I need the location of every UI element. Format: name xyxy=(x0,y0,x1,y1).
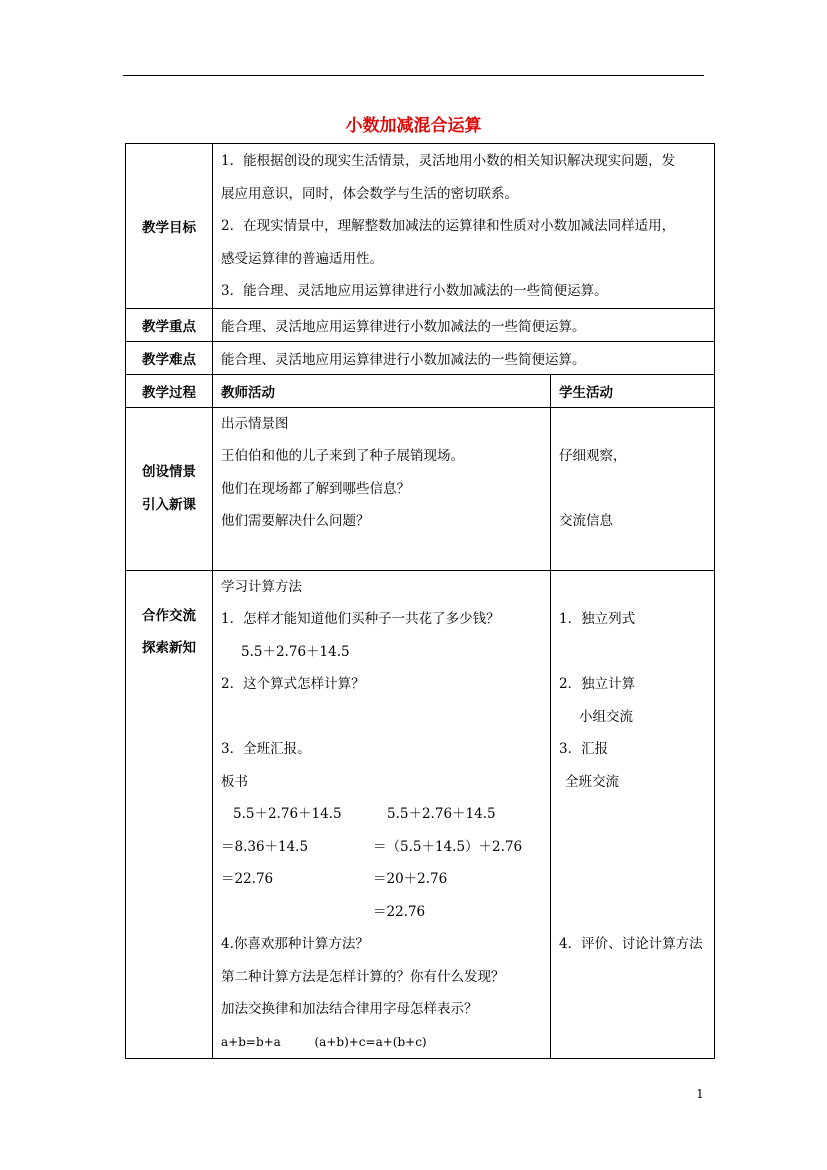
goal-1-line-2: 展应用意识，同时，体会数学与生活的密切联系。 xyxy=(221,185,518,202)
section-2-teacher-line: 板书 xyxy=(221,773,248,790)
key-point-text: 能合理、灵活地应用运算律进行小数加减法的一些简便运算。 xyxy=(213,308,715,341)
page-title: 小数加减混合运算 xyxy=(345,116,482,136)
section-2-student-line: 4．评价、讨论计算方法 xyxy=(559,936,703,952)
section-2-teacher-line: 2．这个算式怎样计算？ xyxy=(221,676,365,692)
section-2-student-line xyxy=(559,798,706,831)
calc-right-line: 5.5＋2.76＋14.5 xyxy=(387,806,496,822)
goal-3-line-1: 3．能合理、灵活地应用运算律进行小数加减法的一些简便运算。 xyxy=(221,283,608,299)
key-point-label: 教学重点 xyxy=(126,308,213,341)
section-2-student xyxy=(551,570,715,1059)
board-calculation xyxy=(221,798,542,928)
section-2-teacher-line: 4.你喜欢那种计算方法？ xyxy=(221,936,369,952)
section-2-student-line: 3．汇报 xyxy=(559,741,609,757)
section-2-label-line-1: 合作交流 xyxy=(142,607,196,624)
calc-left-line: ＝8.36＋14.5 xyxy=(221,838,309,855)
key-point-row xyxy=(126,308,715,341)
section-1-label-line-2: 引入新课 xyxy=(142,496,196,513)
section-1-row xyxy=(126,407,715,570)
calc-left-line: 5.5＋2.76＋14.5 xyxy=(233,806,342,822)
teacher-activity-header: 教师活动 xyxy=(213,374,551,407)
section-2-teacher-line: 1．怎样才能知道他们买种子一共花了多少钱？ xyxy=(221,611,500,627)
lesson-plan-table xyxy=(125,143,715,1059)
section-1-student xyxy=(551,407,715,570)
section-1-label xyxy=(126,407,213,570)
section-2-row xyxy=(126,570,715,1059)
calc-right-line: ＝22.76 xyxy=(373,903,426,920)
formula-associative: (a+b)+c=a+(b+c) xyxy=(314,1034,427,1049)
law-formulas xyxy=(221,1026,542,1059)
difficulty-label: 教学难点 xyxy=(126,341,213,374)
section-2-student-line: 全班交流 xyxy=(565,773,619,790)
goal-2-line-1: 2．在现实情景中，理解整数加减法的运算律和性质对小数加减法同样适用， xyxy=(221,218,676,234)
difficulty-text: 能合理、灵活地应用运算律进行小数加减法的一些简便运算。 xyxy=(213,341,715,374)
section-1-student-line: 交流信息 xyxy=(559,513,613,529)
calc-left-line: ＝22.76 xyxy=(221,871,274,887)
goal-1-line-1: 1．能根据创设的现实生活情景，灵活地用小数的相关知识解决现实问题，发 xyxy=(221,153,676,169)
section-2-student-line: 1．独立列式 xyxy=(559,611,636,627)
section-2-teacher xyxy=(213,570,551,1059)
goals-label: 教学目标 xyxy=(126,144,213,309)
section-1-teacher-line: 他们需要解决什么问题？ xyxy=(221,513,370,529)
section-1-student-line xyxy=(559,408,706,441)
section-1-label-line-1: 创设情景 xyxy=(142,464,196,480)
goals-row xyxy=(126,144,715,309)
student-activity-header: 学生活动 xyxy=(551,374,715,407)
section-2-student-line: 2．独立计算 xyxy=(559,676,636,692)
section-2-label-line-2: 探索新知 xyxy=(142,640,196,656)
section-1-student-line xyxy=(559,473,706,506)
section-2-student-line xyxy=(559,571,706,604)
section-2-teacher-line: 学习计算方法 xyxy=(221,578,302,595)
section-2-teacher-line: 加法交换律和加法结合律用字母怎样表示？ xyxy=(221,1001,478,1017)
section-2-teacher-line xyxy=(221,701,542,734)
section-2-student-line: 小组交流 xyxy=(579,708,633,725)
header-rule xyxy=(123,75,704,76)
section-2-student-line xyxy=(559,896,706,929)
formula-commutative: a+b=b+a xyxy=(221,1034,281,1049)
calc-right-line: ＝（5.5＋14.5）＋2.76 xyxy=(373,838,523,855)
page-number: 1 xyxy=(696,1087,704,1101)
section-2-teacher-line: 3．全班汇报。 xyxy=(221,741,311,757)
section-2-student-line xyxy=(559,831,706,864)
process-label: 教学过程 xyxy=(126,374,213,407)
section-2-teacher-line: 第二种计算方法是怎样计算的？你有什么发现？ xyxy=(221,968,505,985)
section-1-student-line: 仔细观察， xyxy=(559,448,627,464)
goal-2-line-2: 感受运算律的普遍适用性。 xyxy=(221,250,383,267)
section-1-teacher-line: 他们在现场都了解到哪些信息？ xyxy=(221,480,410,497)
goals-content xyxy=(213,144,715,309)
process-header-row xyxy=(126,374,715,407)
difficulty-row xyxy=(126,341,715,374)
section-2-student-line xyxy=(559,636,706,669)
calc-right-line: ＝20＋2.76 xyxy=(373,871,448,887)
section-1-teacher-line: 出示情景图 xyxy=(221,415,289,432)
section-2-label xyxy=(126,570,213,1059)
section-1-teacher xyxy=(213,407,551,570)
section-2-expression: 5.5＋2.76＋14.5 xyxy=(241,643,350,660)
section-1-teacher-line: 王伯伯和他的儿子来到了种子展销现场。 xyxy=(221,448,464,464)
section-2-student-line xyxy=(559,863,706,896)
